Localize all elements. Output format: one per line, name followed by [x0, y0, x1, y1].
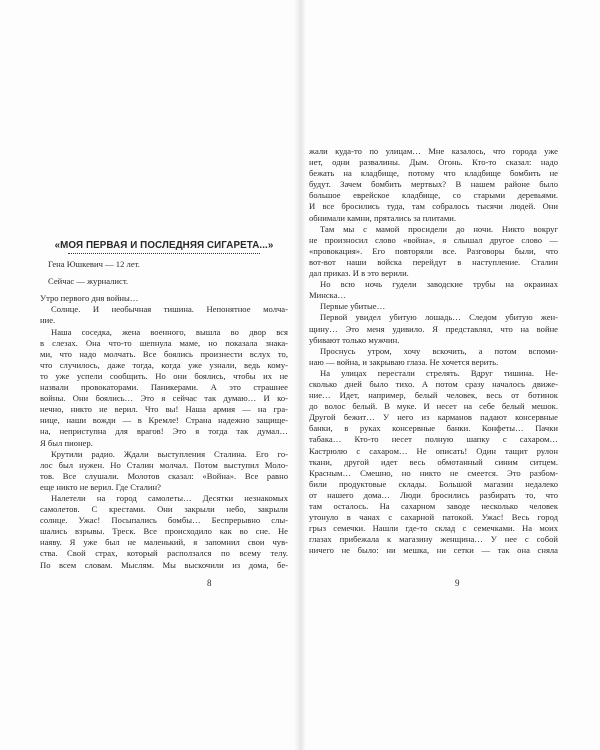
text-line: нет, одни развалины. Дым. Огонь. Кто-то сказал: надо [309, 157, 558, 168]
text-line: от нашего дома… Люди бросились разбирать то, что [309, 489, 558, 500]
text-line: ткани, другой идет весь обмотанный синим ситцем. [309, 456, 558, 467]
text-line: Проснусь утром, хочу вскочить, а потом вспоми- [320, 345, 558, 356]
chapter-title: «МОЯ ПЕРВАЯ И ПОСЛЕДНЯЯ СИГАРЕТА...» [54, 240, 274, 251]
text-line: большое еврейское кладбище, со старыми деревьями. [309, 190, 558, 201]
text-line: «провокация». Его повторяли все. Разговоры были, что [309, 245, 558, 256]
text-line: до волос белый. В муке. И несет на себе белый мешок. [309, 401, 558, 412]
text-line: И все бросились туда, там собралось тысячи людей. Они [309, 201, 558, 212]
text-line: Солнце. И необычная тишина. Непонятное молча- [51, 304, 288, 315]
text-line: сколько дней было тихо. А потом сразу началось движе- [309, 378, 558, 389]
text-line: нечно, никто не верил. Что вы! Наша армия — на гра- [40, 404, 288, 415]
text-line: глазах прибежала к магазину женщина… У нее с собой [309, 534, 558, 545]
text-line: бежать на кладбище, потому что кладбище бомбить не [309, 168, 558, 179]
left-page [40, 236, 288, 571]
text-line: утонуло в чанах с сахарной патокой. Ужас! Весь город [309, 512, 558, 523]
title-dotted-rule [68, 253, 260, 254]
text-line: вот-вот наши войска перейдут в наступление. Сталин [309, 256, 558, 267]
text-line: тов. Все слушали. Молотов сказал: «Война». Все равно [40, 470, 288, 481]
text-line: там осталось. На сахарном заводе несколько человек [309, 501, 558, 511]
text-line: ства. Свой страх, который расползался по всему телу. [40, 548, 288, 559]
text-line: Но всю ночь гудели заводские трубы на окраинах [320, 279, 558, 290]
text-line: Я был пионер. [40, 437, 93, 448]
text-line: Там мы с мамой просидели до ночи. Никто вокруг [320, 223, 558, 234]
text-line: Крутили радио. Ждали выступления Сталина. Его го- [51, 448, 288, 459]
text-line: ние… Идет, например, белый человек, весь от ботинок [309, 390, 558, 401]
text-line: убивают только мужчин. [309, 334, 400, 345]
text-line: не произносил слово «война», я слышал другое слово — [309, 234, 558, 245]
text-line: Первой увидел убитую лошадь… Следом убитую жен- [320, 312, 558, 323]
text-line: щину… Это меня удивило. Я представлял, что на войне [309, 323, 558, 334]
text-line: ми, что надо молчать. Все боялись произнести вслух то, [40, 348, 288, 359]
narrator-occupation: Сейчас — журналист. [48, 276, 129, 287]
narrator-name: Гена Юшкевич — 12 лет. [48, 259, 140, 270]
text-line: Налетели на город самолеты… Десятки незнакомых [51, 492, 288, 503]
page-number-right: 9 [455, 578, 460, 588]
page-number-left: 8 [207, 578, 212, 588]
text-line: грыз семечки. Нашли где-то склад с семечками. На моих [309, 523, 558, 534]
text-line: наяву. Я уже был не маленький, я запомнил свои чув- [40, 537, 288, 548]
text-line: шались взрывы. Треск. Все происходило как во сне. Не [40, 526, 288, 537]
text-line: в слезах. Она что-то шепнула маме, но показала знака- [40, 337, 288, 348]
right-page [309, 146, 558, 556]
text-line: На улицах перестали стрелять. Вдруг тишина. Не- [320, 367, 558, 378]
text-line: что случилось, даже тогда, когда уже узнали, ведь кому- [40, 359, 288, 370]
text-line: обнимали камни, прятались за плитами. [309, 212, 457, 223]
text-line: Утро первого дня войны… [40, 293, 139, 304]
text-line: били продуктовые склады. Большой магазин недалеко [309, 478, 558, 489]
text-line: Первые убитые… [320, 301, 386, 312]
text-line: самолетов. С крестами. Они закрыли небо, закрыли [40, 504, 288, 515]
text-line: Другой бежит… У него из карманов падают консервные [309, 412, 558, 423]
text-line: на, неприступна для врагов! Это я тогда так думал… [40, 426, 288, 437]
text-line: лос был нужен. Но Сталин молчал. Потом выступил Моло- [40, 459, 288, 470]
text-line: назвали провокаторами. Паникерами. А это страшнее [40, 382, 288, 393]
text-line: будут. Зачем бомбить мертвых? В нашем районе было [309, 179, 558, 190]
text-line: войны. Они боялись… Это я сейчас так думаю… И ко- [40, 393, 288, 404]
text-line: табака… Кто-то несет полную шапку с сахаром… [309, 434, 558, 445]
text-line: банки, в руках консервные банки. Конфеты… Пачки [309, 423, 558, 434]
text-line: По всем словам. Мыслям. Мы выскочили из дома, бе- [40, 559, 288, 570]
text-line: дал приказ. И в это верили. [309, 268, 409, 279]
text-line: ничего не было: ни мешка, ни сетки — так она сняла [309, 545, 558, 556]
text-line: жали куда-то по улицам… Мне казалось, что города уже [309, 146, 558, 156]
text-line: нице, наши вожди — в Кремле! Страна надежно защище- [40, 415, 288, 426]
text-line: то уже успели сообщить. Но они боялись, чтобы их не [40, 370, 288, 381]
text-line: еще никто не верил. Где Сталин? [40, 481, 161, 492]
text-line: Красным… Смешно, но никто не смеется. Это разбом- [309, 467, 558, 478]
text-line: ние. [40, 315, 56, 326]
book-gutter [294, 0, 306, 750]
text-line: Кастрюлю с сахаром… Не описать! Один тащит рулон [309, 445, 558, 456]
text-line: Наша соседка, жена военного, вышла во двор вся [51, 326, 288, 337]
text-line: наю — война, и закрываю глаза. Не хочется верить. [309, 356, 499, 367]
text-line: Минска… [309, 290, 347, 301]
text-line: солнце. Ужас! Посыпались бомбы… Беспрерывно слы- [40, 515, 288, 526]
